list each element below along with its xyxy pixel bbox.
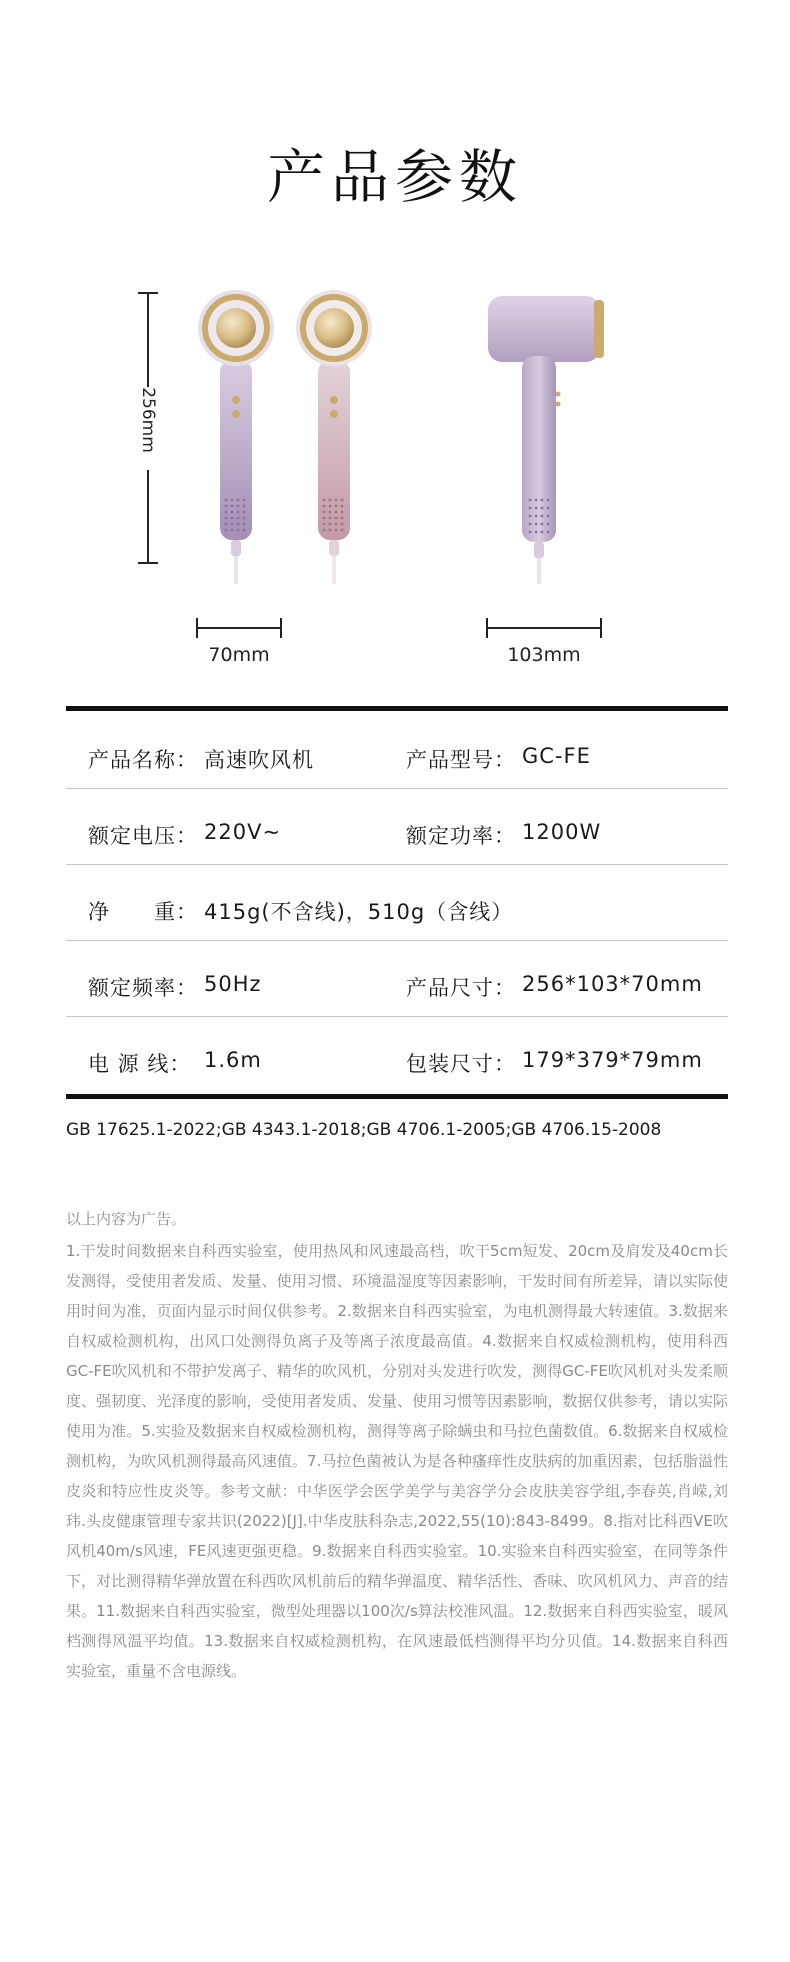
spec-value-product-size: 256*103*70mm (522, 972, 703, 996)
spec-value-power: 1200W (522, 820, 602, 844)
spec-label-frequency: 额定频率： (88, 976, 198, 1000)
side-width-label: 103mm (507, 644, 581, 666)
spec-label-voltage: 额定电压： (88, 824, 198, 848)
hair-dryer-front-left-image (196, 290, 276, 590)
spec-label-weight: 净 重： (88, 900, 198, 924)
spec-value-model: GC-FE (522, 744, 591, 768)
height-dimension (138, 292, 158, 564)
spec-value-product-name: 高速吹风机 (204, 748, 314, 772)
height-label: 256mm (138, 387, 158, 453)
spec-value-voltage: 220V~ (204, 820, 282, 844)
spec-value-weight: 415g(不含线)，510g（含线） (204, 900, 514, 924)
side-width-dimension (486, 618, 602, 638)
page-title: 产品参数 (266, 143, 523, 211)
spec-label-product-name: 产品名称： (88, 748, 198, 772)
spec-label-model: 产品型号： (406, 748, 516, 772)
front-width-dimension (196, 618, 282, 638)
hair-dryer-front-right-image (294, 290, 374, 590)
front-width-label: 70mm (208, 644, 270, 666)
spec-label-power: 额定功率： (406, 824, 516, 848)
footnotes: 1.干发时间数据来自科西实验室，使用热风和风速最高档，吹干5cm短发、20cm及肩发及40cm长发测得，受使用者发质、发量、使用习惯、环境温湿度等因素影响，干发时间有所差异，请以实际使用时间为准，页面内显示时间仅供参考。2.数据来自科西实验室，为电机测得最大转速值。3.数据来自权威检测机构，出风口处测得负离子及等离子浓度最高值。4.数据来自权威检测机构，使用科西GC-FE吹风机和不带护发离子、精华的吹风机，分别对头发进行吹发，测得GC-FE吹风机对头发柔顺度、强韧度、光泽度的影响，受使用者发质、发量、使用习惯等因素影响，数据仅供参考，请以实际使用为准。5.实验及数据来自权威检测机构，测得等离子除螨虫和马拉色菌数值。6.数据来自权威检测机构，为吹风机测得最高风速值。7.马拉色菌被认为是各种瘙痒性皮肤病的加重因素，包括脂溢性皮炎和特应性皮炎等。参考文献：中华医学会医学美学与美容学分会皮肤美容学组,李春英,肖嵘,刘玮.头皮健康管理专家共识(2022)[J].中华皮肤科杂志,2022,55(10):843-8499。8.指对比科西VE吹风机40m/s风速，FE风速更强更稳。9.数据来自科西实验室。10.实验来自科西实验室，在同等条件下，对比测得精华弹放置在科西吹风机前后的精华弹温度、精华活性、香味、吹风机风力、声音的结果。11.数据来自科西实验室，微型处理器以100次/s算法校准风温。12.数据来自科西实验室，暖风档测得风温平均值。13.数据来自权威检测机构，在风速最低档测得平均分贝值。14.数据来自科西实验室，重量不含电源线。 (66, 1242, 728, 1680)
spec-value-package-size: 179*379*79mm (522, 1048, 703, 1072)
standards-text: GB 17625.1-2022;GB 4343.1-2018;GB 4706.1-2005;GB 4706.15-2008 (66, 1120, 662, 1140)
spec-label-package-size: 包装尺寸： (406, 1052, 516, 1076)
product-image-area (0, 270, 790, 690)
spec-value-cord: 1.6m (204, 1048, 262, 1072)
hair-dryer-side-image (484, 290, 614, 590)
spec-value-frequency: 50Hz (204, 972, 262, 996)
ad-disclaimer: 以上内容为广告。 (66, 1210, 187, 1228)
spec-label-product-size: 产品尺寸： (406, 976, 516, 1000)
spec-label-cord: 电 源 线： (88, 1052, 192, 1076)
